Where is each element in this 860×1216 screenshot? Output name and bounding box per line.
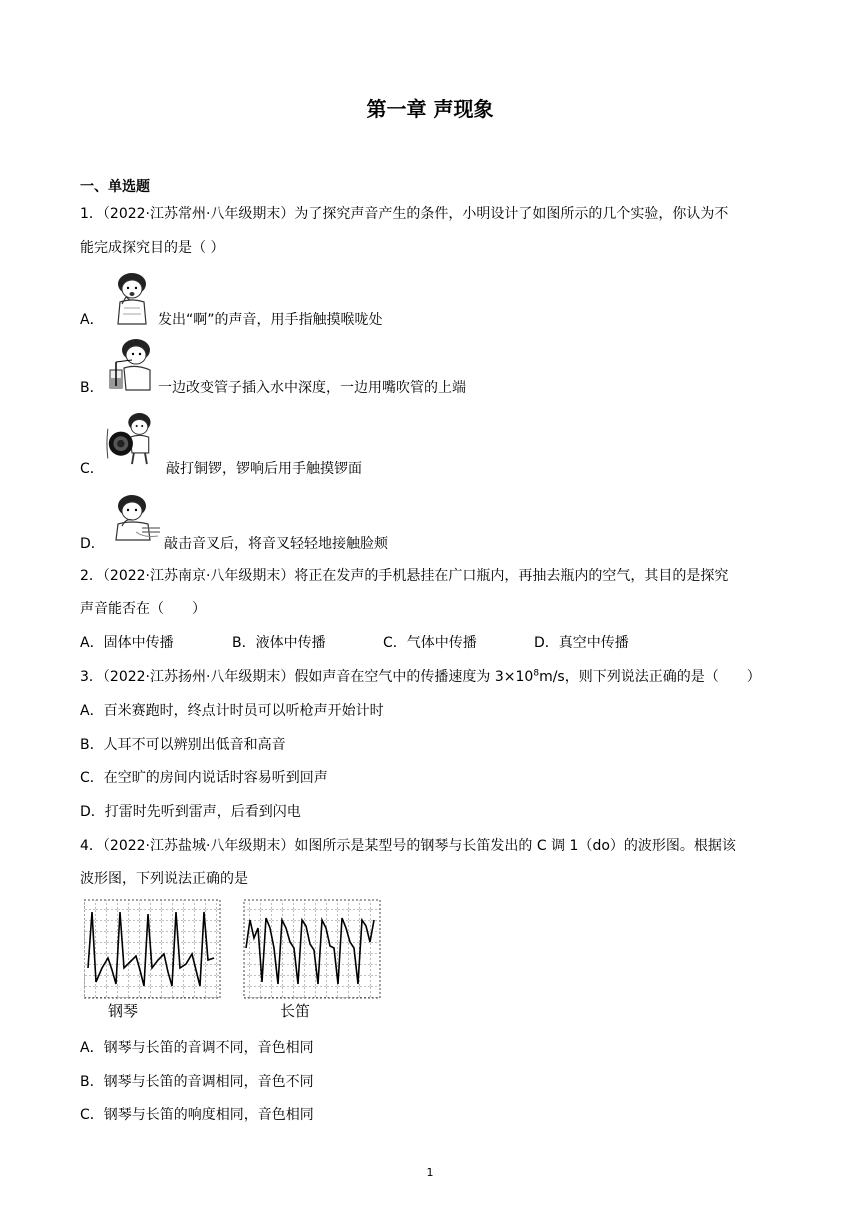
- flute-label: 长笛: [280, 1002, 311, 1020]
- child-touching-throat-image: [106, 270, 158, 328]
- q2-stem-line2: 声音能否在（ ）: [80, 601, 206, 617]
- q1-option-a-text: 发出“啊”的声音，用手指触摸喉咙处: [158, 312, 383, 328]
- q3-option-b: B．人耳不可以辨别出低音和高音: [80, 737, 286, 753]
- q2-stem-line1: 2．（2022·江苏南京·八年级期末）将正在发声的手机悬挂在广口瓶内，再抽去瓶内的空气，其目的是探究: [80, 568, 729, 584]
- flute-waveform: [244, 900, 380, 998]
- q3-stem-exponent: 8: [533, 668, 540, 679]
- q4-stem-line1: 4．（2022·江苏盐城·八年级期末）如图所示是某型号的钢琴与长笛发出的 C 调 1（do）的波形图。根据该: [80, 838, 736, 854]
- q4-stem-line2: 波形图，下列说法正确的是: [80, 871, 248, 887]
- q1-option-c-text: 敲打铜锣，锣响后用手触摸锣面: [166, 461, 362, 477]
- q2-option-d: D．真空中传播: [534, 635, 629, 651]
- q3-stem-post: m/s，则下列说法正确的是（ ）: [539, 669, 761, 685]
- q2-option-a: A．固体中传播: [80, 635, 174, 651]
- q4-option-c: C．钢琴与长笛的响度相同，音色相同: [80, 1107, 314, 1123]
- q2-option-b: B．液体中传播: [232, 635, 326, 651]
- page-title: 第一章 声现象: [366, 97, 494, 121]
- q4-option-b: B．钢琴与长笛的音调相同，音色不同: [80, 1074, 314, 1090]
- q1-option-d-letter: D．: [80, 536, 105, 552]
- q3-option-c: C．在空旷的房间内说话时容易听到回声: [80, 770, 328, 786]
- child-striking-gong-image: [106, 408, 158, 470]
- q1-option-d-text: 敲击音叉后，将音叉轻轻地接触脸颊: [164, 536, 388, 552]
- piano-waveform: [84, 900, 220, 998]
- section-heading: 一、单选题: [80, 179, 150, 195]
- waveform-figure: [84, 898, 384, 1002]
- q4-option-a: A．钢琴与长笛的音调不同，音色相同: [80, 1040, 314, 1056]
- piano-label: 钢琴: [108, 1002, 139, 1020]
- q1-option-c-letter: C．: [80, 461, 104, 477]
- q3-option-d: D．打雷时先听到雷声，后看到闪电: [80, 804, 301, 820]
- q3-option-a: A．百米赛跑时，终点计时员可以听枪声开始计时: [80, 703, 384, 719]
- q1-option-b-letter: B．: [80, 380, 104, 396]
- page-number: 1: [426, 1166, 434, 1179]
- q3-stem-pre: 3．（2022·江苏扬州·八年级期末）假如声音在空气中的传播速度为 3×10: [80, 669, 534, 685]
- child-tuning-fork-image: [106, 492, 164, 550]
- q1-option-a-letter: A．: [80, 312, 104, 328]
- q2-option-c: C．气体中传播: [383, 635, 477, 651]
- q1-stem-line2: 能完成探究目的是（ ）: [80, 240, 225, 256]
- q1-stem-line1: 1．（2022·江苏常州·八年级期末）为了探究声音产生的条件，小明设计了如图所示的几个实验，你认为不: [80, 206, 729, 222]
- q3-stem: [80, 666, 761, 686]
- child-blowing-tube-image: [106, 336, 158, 394]
- q1-option-b-text: 一边改变管子插入水中深度，一边用嘴吹管的上端: [158, 380, 466, 396]
